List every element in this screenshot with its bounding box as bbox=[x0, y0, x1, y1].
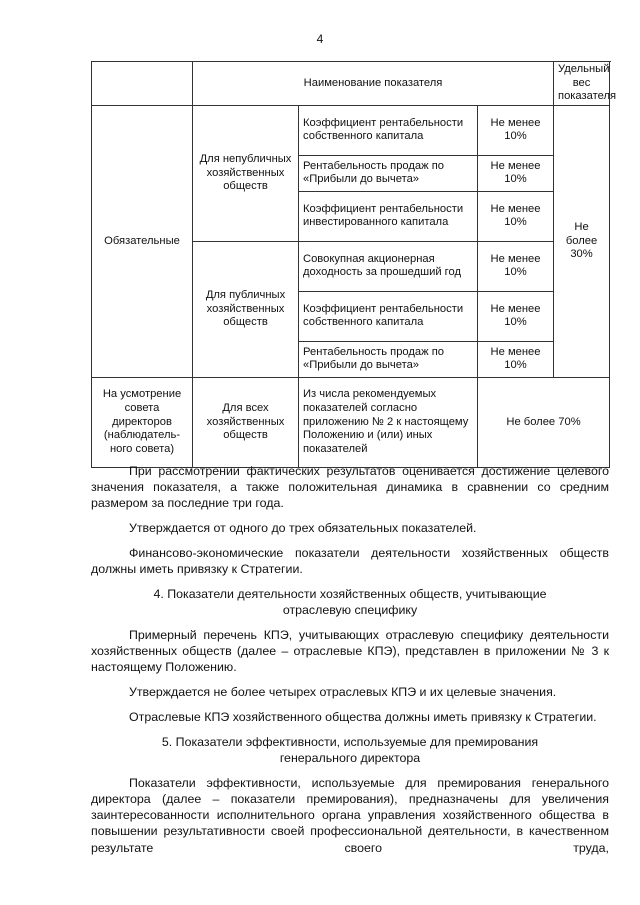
weight-cell: Не менее 10% bbox=[478, 341, 554, 377]
mandatory-label: Обязательные bbox=[92, 105, 193, 377]
public-label: Для публичных хозяйственных обществ bbox=[193, 241, 299, 377]
board-label: На усмотрение совета директоров (наблюдатель-ного совета) bbox=[92, 377, 193, 467]
paragraph: Показатели эффективности, используемые для премирования генерального директора (далее – показатели премирования), предназначены для увеличения заинтересованности исполнительного органа управления хозяйственного общества в повышении результативности своей профессиональной деятельности, в качественном результате своего труда, bbox=[91, 775, 609, 855]
board-indicator: Из числа рекомендуемых показателей согласно приложению № 2 к настоящему Положению и (или) иных показателей bbox=[299, 377, 478, 467]
indicator-cell: Коэффициент рентабельности инвестированного капитала bbox=[299, 191, 478, 241]
paragraph: Утверждается от одного до трех обязательных показателей. bbox=[129, 521, 477, 536]
section-heading-4: 4. Показатели деятельности хозяйственных обществ, учитывающие отраслевую специфику bbox=[153, 587, 547, 618]
indicator-cell: Совокупная акционерная доходность за прошедший год bbox=[299, 241, 478, 291]
paragraph: Утверждается не более четырех отраслевых КПЭ и их целевые значения. bbox=[129, 685, 557, 700]
paragraph: При рассмотрении фактических результатов оценивается достижение целевого значения показателя, а также положительная динамика в сравнении со средним размером за последние три года. bbox=[91, 464, 609, 511]
table-row bbox=[92, 105, 610, 155]
indicator-cell: Коэффициент рентабельности собственного капитала bbox=[299, 291, 478, 341]
page-number: 4 bbox=[316, 32, 324, 46]
indicator-cell: Коэффициент рентабельности собственного капитала bbox=[299, 105, 478, 155]
section-heading-5: 5. Показатели эффективности, используемые для премирования генерального директора bbox=[161, 734, 539, 765]
nonpublic-label: Для непубличных хозяйственных обществ bbox=[193, 105, 299, 241]
board-weight: Не более 70% bbox=[478, 377, 610, 467]
table-header-row bbox=[92, 62, 610, 106]
table-row bbox=[92, 377, 610, 467]
paragraph: Финансово-экономические показатели деятельности хозяйственных обществ должны иметь привязку к Стратегии. bbox=[91, 546, 609, 577]
weight-cell: Не менее 10% bbox=[478, 155, 554, 191]
indicator-cell: Рентабельность продаж по «Прибыли до вычета» bbox=[299, 155, 478, 191]
body-text bbox=[91, 463, 609, 856]
paragraph: Примерный перечень КПЭ, учитывающих отраслевую специфику деятельности хозяйственных обществ (далее – отраслевые КПЭ), представлен в приложении № 3 к настоящему Положению. bbox=[91, 628, 609, 675]
indicator-cell: Рентабельность продаж по «Прибыли до вычета» bbox=[299, 341, 478, 377]
weight-cell: Не менее 10% bbox=[478, 241, 554, 291]
weight-cell: Не менее 10% bbox=[478, 191, 554, 241]
mandatory-total: Не более 30% bbox=[554, 105, 610, 377]
kpi-table bbox=[91, 61, 617, 468]
weight-cell: Не менее 10% bbox=[478, 105, 554, 155]
table-header-name: Наименование показателя bbox=[193, 62, 554, 106]
all-companies-label: Для всех хозяйственных обществ bbox=[193, 377, 299, 467]
table-header-weight: Удельный вес показателя bbox=[554, 62, 610, 106]
weight-cell: Не менее 10% bbox=[478, 291, 554, 341]
table-header-empty bbox=[92, 62, 193, 106]
paragraph: Отраслевые КПЭ хозяйственного общества должны иметь привязку к Стратегии. bbox=[129, 710, 597, 724]
